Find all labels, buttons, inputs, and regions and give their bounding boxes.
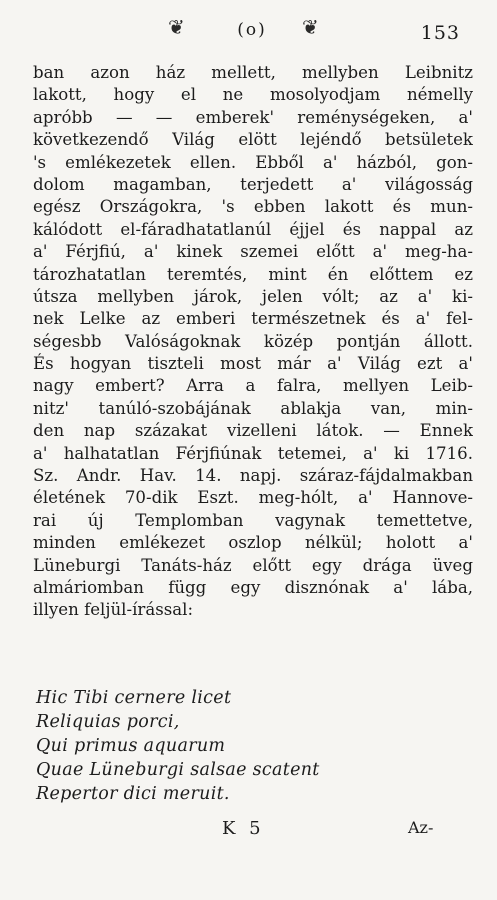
text-line: Lüneburgi Tanáts-ház előtt egy drága üveg — [33, 555, 473, 575]
text-line: egész Országokra, 's ebben lakott és mun- — [33, 197, 473, 217]
inscription-line: Hic Tibi cernere licet — [36, 688, 232, 708]
text-line: életének 70-dik Eszt. meg-hólt, a' Hannove- — [33, 488, 473, 508]
text-line: nagy embert? Arra a falra, mellyen Leib- — [33, 376, 473, 396]
page-number: 153 — [420, 22, 460, 44]
text-line: almáriomban függ egy disznónak a' lába, — [33, 577, 473, 597]
latin-inscription — [36, 686, 456, 806]
text-line: minden emlékezet oszlop nélkül; holott a' — [33, 533, 473, 553]
text-line: következendő Világ elött lejéndő betsületek — [33, 130, 473, 150]
text-line: den nap százakat vizelleni látok. — Ennek — [33, 421, 473, 441]
inscription-line: Reliquias porci, — [36, 712, 180, 732]
signature-mark: K 5 — [222, 818, 265, 839]
text-line: apróbb — — emberek' reménységeken, a' — [33, 107, 473, 127]
inscription-line: Quae Lüneburgi salsae scatent — [36, 760, 320, 780]
catchword: Az- — [408, 818, 434, 837]
text-line: tározhatatlan teremtés, mint én előttem ez — [33, 264, 473, 284]
text-line: dolom magamban, terjedett a' világosság — [33, 174, 473, 194]
body-text — [33, 62, 473, 622]
fleuron-ornament-right: ❦ — [302, 15, 319, 39]
inscription-line: Qui primus aquarum — [36, 736, 226, 756]
header-mark: (o) — [237, 20, 267, 40]
text-line: illyen feljül-írással: — [33, 600, 194, 620]
fleuron-ornament-left: ❦ — [168, 15, 185, 39]
text-line: 's emlékezetek ellen. Ebből a' házból, gon- — [33, 152, 473, 172]
text-line: nitz' tanúló-szobájának ablakja van, min- — [33, 398, 473, 418]
page-header — [0, 8, 497, 44]
text-line: rai új Templomban vagynak temettetve, — [33, 510, 473, 530]
text-line: ségesbb Valóságoknak közép pontján állott. — [33, 331, 473, 351]
inscription-line: Repertor dici meruit. — [36, 784, 230, 804]
text-line: útsza mellyben járok, jelen vólt; az a' ki- — [33, 286, 473, 306]
text-line: Sz. Andr. Hav. 14. napj. száraz-fájdalmakban — [33, 466, 473, 486]
text-line: lakott, hogy el ne mosolyodjam némelly — [33, 85, 473, 105]
text-line: nek Lelke az emberi természetnek és a' fel- — [33, 309, 473, 329]
text-line: kálódott el-fáradhatatlanúl éjjel és nappal az — [33, 219, 473, 239]
text-line: ban azon ház mellett, mellyben Leibnitz — [33, 63, 473, 82]
text-line: a' halhatatlan Férjfiúnak tetemei, a' ki 1716. — [33, 443, 473, 463]
text-line: És hogyan tiszteli most már a' Világ ezt a' — [33, 354, 473, 374]
text-line: a' Férjfiú, a' kinek szemei előtt a' meg-ha- — [33, 242, 473, 262]
